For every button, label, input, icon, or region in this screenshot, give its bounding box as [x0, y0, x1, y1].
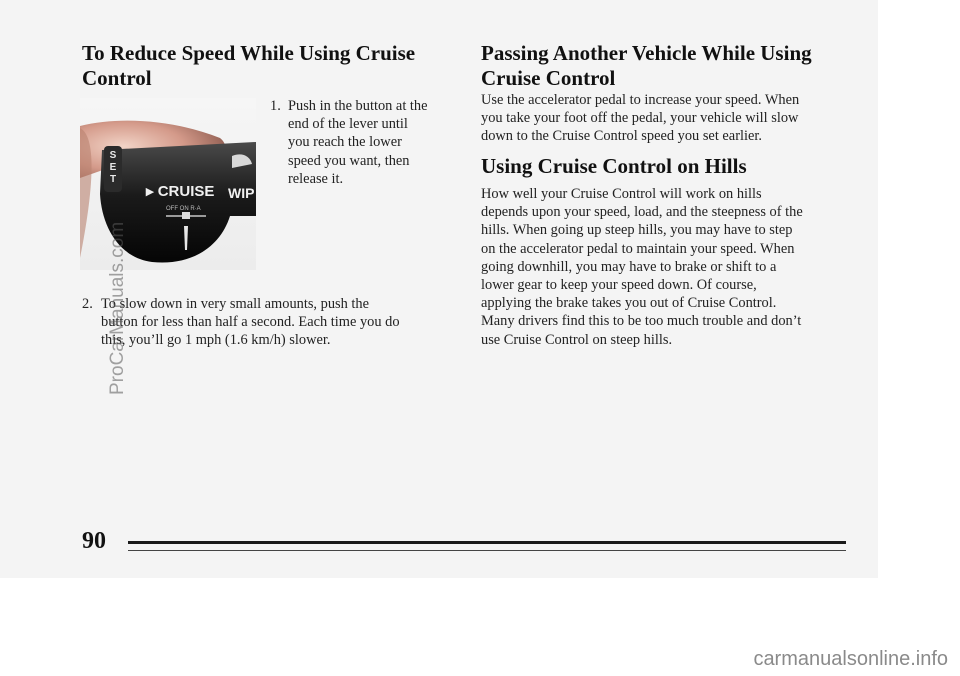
text-line: Push in the button at the — [288, 98, 428, 114]
step-1-number: 1. — [270, 98, 281, 114]
step-1-text — [288, 97, 463, 188]
cruise-on-hills-text — [481, 185, 861, 349]
text-line: lower gear to keep your speed down. Of course, — [481, 277, 757, 294]
heading-passing-vehicle — [481, 41, 812, 91]
heading-line: Cruise Control — [481, 66, 616, 90]
side-watermark: ProCarManuals.com — [107, 221, 128, 395]
text-line: end of the lever until — [288, 116, 408, 133]
text-line: down to the Cruise Control speed you set earlier. — [481, 128, 762, 145]
text-line: you take your foot off the pedal, your vehicle will slow — [481, 110, 799, 127]
set-letter: E — [109, 162, 117, 173]
heading-reduce-speed — [82, 41, 415, 91]
page-number: 90 — [82, 528, 106, 554]
text-line: How well your Cruise Control will work on hills — [481, 186, 762, 202]
text-line: release it. — [288, 170, 344, 187]
set-letter: T — [109, 174, 117, 185]
switch-positions: OFF ON R·A — [166, 206, 201, 212]
text-line: on the accelerator pedal to maintain your speed. When — [481, 240, 795, 257]
wiper-label: WIP — [228, 185, 255, 201]
text-line: going downhill, you may have to brake or shift to a — [481, 258, 777, 275]
set-letter: S — [109, 150, 117, 161]
text-line: To slow down in very small amounts, push the — [101, 296, 369, 312]
text-line: this, you’ll go 1 mph (1.6 km/h) slower. — [101, 332, 331, 349]
slide-switch — [182, 212, 190, 219]
text-line: Many drivers find this to be too much trouble and don’t — [481, 313, 802, 330]
text-line: you reach the lower — [288, 134, 402, 151]
heading-line: To Reduce Speed While Using Cruise — [82, 41, 416, 65]
text-line: Use the accelerator pedal to increase your speed. When — [481, 92, 800, 108]
step-2-text — [101, 295, 451, 350]
text-line: applying the brake takes you out of Cruise Control. — [481, 295, 777, 312]
text-line: depends upon your speed, load, and the steepness of the — [481, 204, 803, 221]
heading-line: Passing Another Vehicle While Using — [481, 41, 812, 65]
footer-rule — [128, 541, 846, 544]
step-2-number: 2. — [82, 296, 93, 312]
text-line: use Cruise Control on steep hills. — [481, 331, 673, 348]
text-line: hills. When going up steep hills, you may have to step — [481, 222, 793, 239]
passing-vehicle-text — [481, 91, 861, 146]
cruise-label: ▸ CRUISE — [146, 183, 215, 200]
text-line: button for less than half a second. Each time you do — [101, 314, 400, 331]
heading-line: Control — [82, 66, 152, 90]
heading-line: Using Cruise Control on Hills — [481, 154, 747, 178]
heading-cruise-on-hills — [481, 154, 747, 179]
text-line: speed you want, then — [288, 152, 410, 169]
footer-rule-thin — [128, 550, 846, 551]
bottom-watermark: carmanualsonline.info — [753, 648, 948, 670]
